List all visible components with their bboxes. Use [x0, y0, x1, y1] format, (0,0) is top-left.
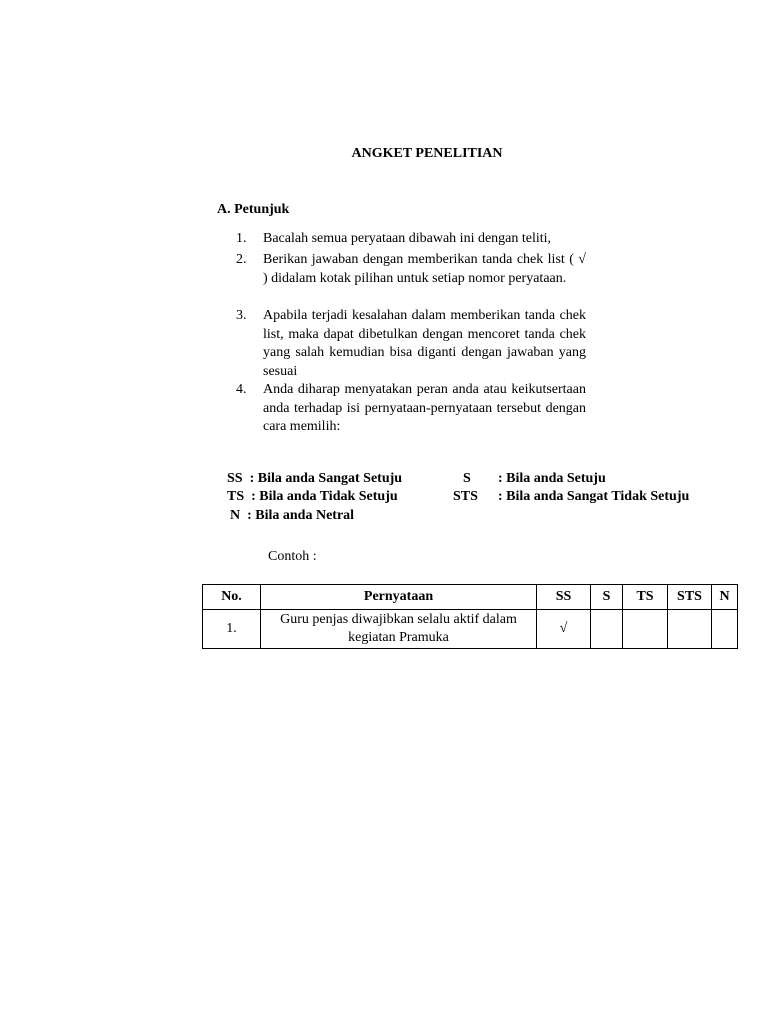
- instruction-number: 4.: [236, 382, 247, 397]
- cell-sts: [668, 610, 712, 649]
- instruction-number: 3.: [236, 308, 247, 323]
- cell-ts: [623, 610, 668, 649]
- instruction-text: Berikan jawaban dengan memberikan tanda chek list ( √ ) didalam kotak pilihan untuk setiap nomor peryataan.: [263, 252, 586, 286]
- cell-statement: Guru penjas diwajibkan selalu aktif dalam kegiatan Pramuka: [261, 610, 537, 649]
- cell-n: [712, 610, 738, 649]
- instruction-item-4: [236, 381, 586, 441]
- instruction-item-1: [236, 230, 586, 250]
- header-n: N: [712, 585, 738, 610]
- cell-no: 1.: [203, 610, 261, 649]
- legend-n: N : Bila anda Netral: [230, 508, 355, 523]
- instruction-number: 1.: [236, 231, 247, 246]
- example-table: [202, 584, 738, 649]
- header-ss: SS: [537, 585, 591, 610]
- table-row: [203, 610, 738, 649]
- header-s: S: [591, 585, 623, 610]
- example-label: Contoh :: [268, 549, 317, 564]
- legend-ss: SS : Bila anda Sangat Setuju: [227, 471, 403, 486]
- instruction-number: 2.: [236, 252, 247, 267]
- instruction-item-3: [236, 307, 586, 382]
- legend-ts: TS : Bila anda Tidak Setuju: [227, 489, 398, 504]
- header-no: No.: [203, 585, 261, 610]
- instruction-text: Apabila terjadi kesalahan dalam memberikan tanda chek list, maka dapat dibetulkan dengan mencoret tanda chek yang salah kemudian bisa diganti dengan jawaban yang sesuai: [263, 308, 586, 379]
- header-sts: STS: [668, 585, 712, 610]
- instruction-item-2: [236, 251, 586, 311]
- header-pernyataan: Pernyataan: [261, 585, 537, 610]
- header-ts: TS: [623, 585, 668, 610]
- instruction-text: Bacalah semua peryataan dibawah ini dengan teliti,: [263, 231, 552, 246]
- instruction-text: Anda diharap menyatakan peran anda atau keikutsertaan anda terhadap isi pernyataan-pernyataan tersebut dengan cara memilih:: [263, 382, 586, 434]
- document-title: ANGKET PENELITIAN: [351, 146, 503, 161]
- legend-s-code: S: [463, 471, 471, 486]
- section-heading: A. Petunjuk: [217, 202, 290, 217]
- cell-ss: √: [537, 610, 591, 649]
- legend-sts-desc: : Bila anda Sangat Tidak Setuju: [498, 489, 690, 504]
- table-header-row: [203, 585, 738, 610]
- cell-s: [591, 610, 623, 649]
- legend-sts-code: STS: [453, 489, 478, 504]
- legend-s-desc: : Bila anda Setuju: [498, 471, 606, 486]
